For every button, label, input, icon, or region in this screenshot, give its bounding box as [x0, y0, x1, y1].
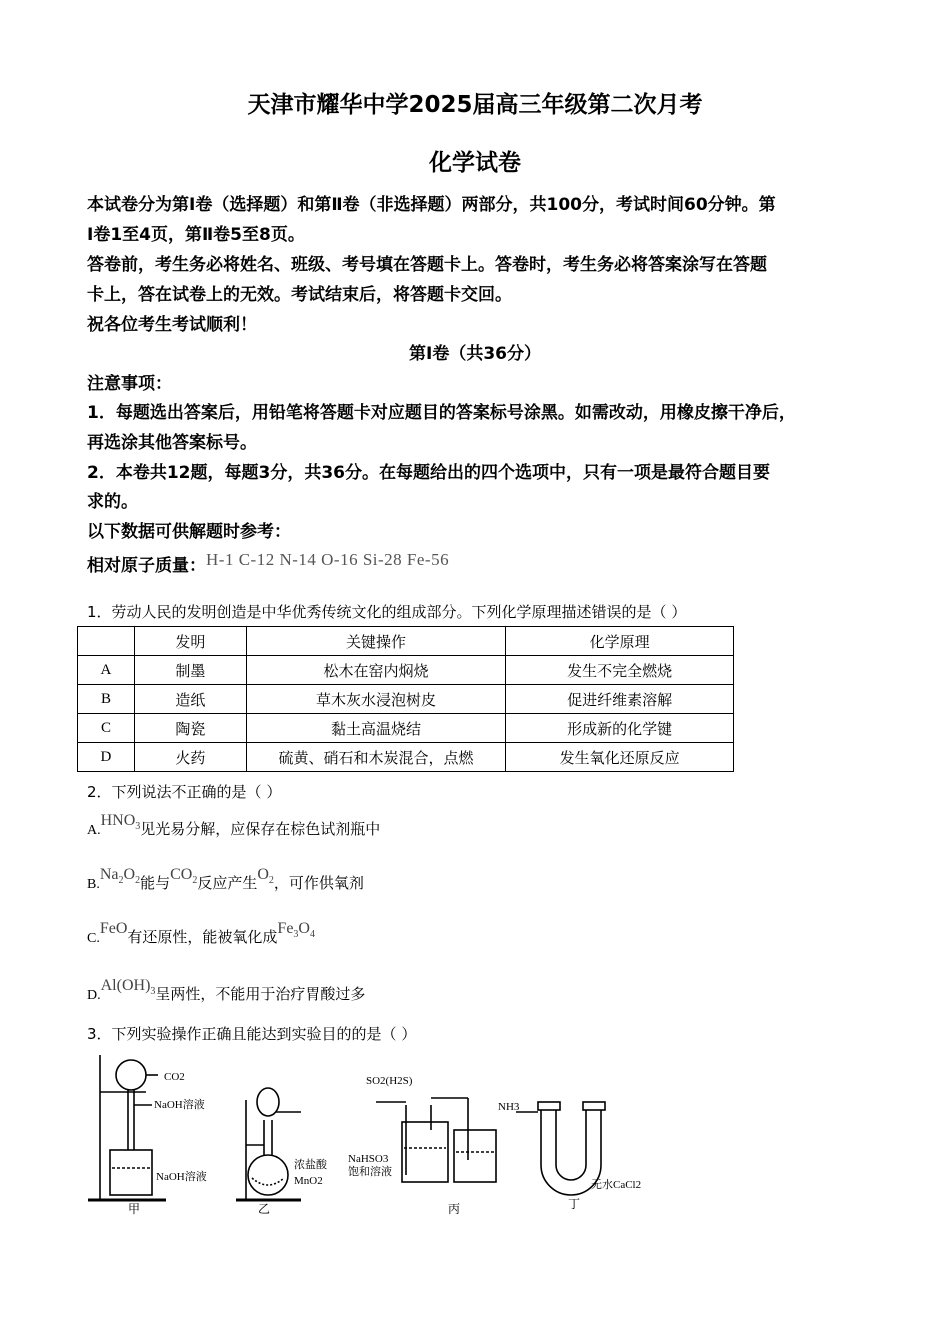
row-option: B — [78, 685, 135, 714]
q2-stem: 2．下列说法不正确的是（ ） — [87, 783, 282, 801]
label-naoh-top: NaOH溶液 — [154, 1099, 205, 1111]
option-label: A. — [87, 823, 101, 838]
table-header-row — [78, 627, 734, 656]
label-so2: SO2(H2S) — [366, 1075, 413, 1087]
row-option: D — [78, 743, 135, 772]
q3-apparatus-figure — [86, 1050, 661, 1220]
label-co2: CO2 — [164, 1071, 185, 1083]
label-mno2: MnO2 — [294, 1175, 323, 1187]
label-naoh-bottom: NaOH溶液 — [156, 1171, 207, 1183]
option-text: 见光易分解，应保存在棕色试剂瓶中 — [140, 820, 381, 838]
row-principle: 发生不完全燃烧 — [506, 656, 734, 685]
label-cacl2: 无水CaCl2 — [591, 1179, 642, 1191]
table-row — [78, 656, 734, 685]
q3-stem: 3．下列实验操作正确且能达到实验目的的是（ ） — [87, 1025, 417, 1043]
q2-option-a — [87, 812, 381, 841]
row-option: A — [78, 656, 135, 685]
note-2a: 2．本卷共12题，每题3分，共36分。在每题给出的四个选项中，只有一项是最符合题目要 — [87, 463, 770, 483]
exam-subtitle: 化学试卷 — [429, 150, 521, 176]
atomic-mass-label: 相对原子质量： — [87, 556, 206, 576]
table-row — [78, 685, 734, 714]
header-cell — [78, 627, 135, 656]
row-operation: 硫黄、硝石和木炭混合，点燃 — [246, 743, 506, 772]
formula-na2o2: $Na_2O_2$ — [99, 866, 141, 887]
row-invention: 造纸 — [134, 685, 246, 714]
option-label: C. — [87, 931, 100, 946]
intro-line-4: 卡上，答在试卷上的无效。考试结束后，将答题卡交回。 — [87, 285, 512, 305]
row-operation: 松木在窑内焖烧 — [246, 656, 506, 685]
row-principle: 发生氧化还原反应 — [506, 743, 734, 772]
label-saturated: 饱和溶液 — [348, 1166, 392, 1178]
row-operation: 黏土高温烧结 — [246, 714, 506, 743]
note-1a: 1．每题选出答案后，用铅笔将答题卡对应题目的答案标号涂黑。如需改动，用橡皮擦干净后， — [87, 403, 796, 423]
row-principle: 形成新的化学键 — [506, 714, 734, 743]
row-option: C — [78, 714, 135, 743]
atomic-mass-line — [87, 551, 449, 576]
header-cell: 发明 — [134, 627, 246, 656]
apparatus-jia — [88, 1055, 166, 1200]
formula-fe3o4: $Fe_3O_4$ — [277, 920, 315, 941]
row-principle: 促进纤维素溶解 — [506, 685, 734, 714]
intro-line-2: Ⅰ卷1至4页，第Ⅱ卷5至8页。 — [87, 225, 305, 245]
note-2b: 求的。 — [87, 492, 138, 512]
label-hcl: 浓盐酸 — [294, 1159, 327, 1171]
label-nahso3: NaHSO3 — [348, 1153, 389, 1165]
formula-feo: FeO — [99, 920, 128, 937]
caption-bing: 丙 — [448, 1202, 461, 1216]
caption-yi: 乙 — [258, 1202, 271, 1216]
caption-jia: 甲 — [128, 1202, 141, 1216]
option-label: D. — [87, 988, 101, 1003]
row-invention: 火药 — [134, 743, 246, 772]
table-row — [78, 743, 734, 772]
intro-line-1: 本试卷分为第Ⅰ卷（选择题）和第Ⅱ卷（非选择题）两部分，共100分，考试时间60分钟。第 — [87, 195, 776, 215]
q2-option-b: $B.Na_2O_2$能与$CO_2$反应产生$O_2$，可作供氧剂 — [87, 866, 364, 892]
atomic-mass-values: H-1 C-12 N-14 O-16 Si-28 Fe-56 — [206, 550, 450, 569]
data-reference: 以下数据可供解题时参考： — [87, 522, 291, 542]
formula-hno3: $HNO_3$ — [100, 812, 141, 833]
row-operation: 草木灰水浸泡树皮 — [246, 685, 506, 714]
header-cell: 化学原理 — [506, 627, 734, 656]
formula-aloh3: $Al(OH)_3$ — [100, 977, 156, 998]
apparatus-yi — [236, 1088, 301, 1200]
section-heading: 第Ⅰ卷（共36分） — [409, 344, 541, 364]
note-1b: 再选涂其他答案标号。 — [87, 433, 257, 453]
label-nh3: NH3 — [498, 1101, 520, 1113]
notes-title: 注意事项： — [87, 374, 172, 394]
q1-table — [77, 626, 734, 772]
header-cell: 关键操作 — [246, 627, 506, 656]
row-invention: 制墨 — [134, 656, 246, 685]
row-invention: 陶瓷 — [134, 714, 246, 743]
option-label: B. — [87, 877, 100, 892]
formula-co2: $CO_2$ — [170, 866, 198, 887]
formula-o2: $O_2$ — [257, 866, 274, 887]
q2-option-c: C.FeO有还原性，能被氧化成$Fe_3O_4$ — [87, 920, 315, 946]
intro-line-5: 祝各位考生考试顺利！ — [87, 315, 257, 335]
q1-stem: 1．劳动人民的发明创造是中华优秀传统文化的组成部分。下列化学原理描述错误的是（ ） — [87, 603, 687, 621]
option-text: 呈两性，不能用于治疗胃酸过多 — [155, 985, 366, 1003]
intro-line-3: 答卷前，考生务必将姓名、班级、考号填在答题卡上。答卷时，考生务必将答案涂写在答题 — [87, 255, 767, 275]
apparatus-bing — [376, 1098, 496, 1182]
table-row — [78, 714, 734, 743]
caption-ding: 丁 — [568, 1197, 581, 1211]
exam-title: 天津市耀华中学2025届高三年级第二次月考 — [247, 92, 703, 118]
q2-option-d — [87, 977, 366, 1006]
